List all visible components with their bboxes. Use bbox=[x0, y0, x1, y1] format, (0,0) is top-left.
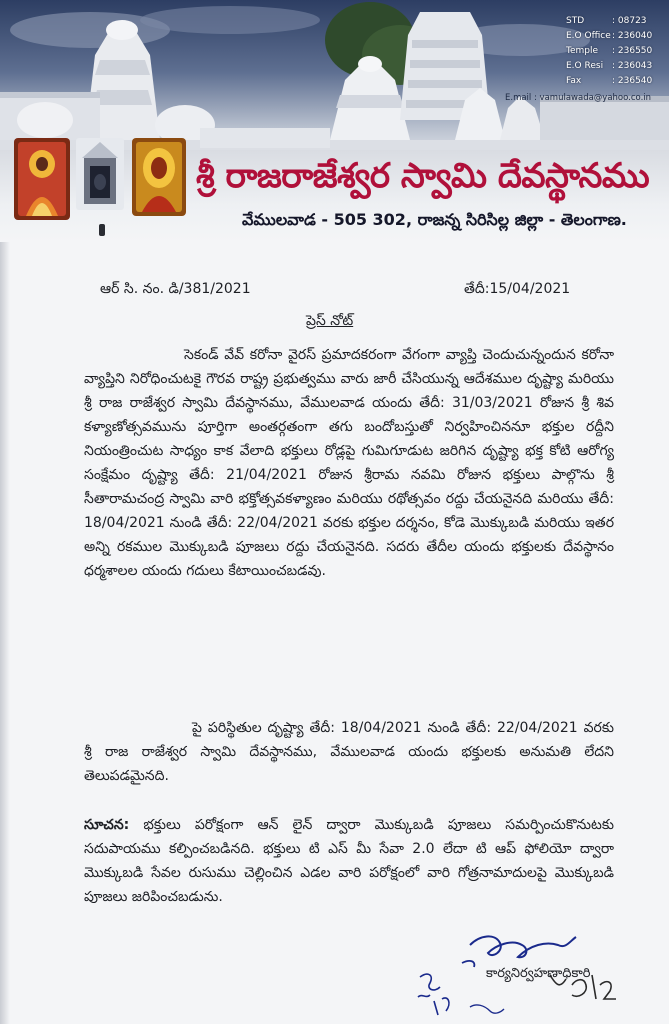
contact-label: Temple bbox=[566, 46, 599, 56]
contact-value: : 236040 bbox=[612, 31, 653, 41]
lamp-icon bbox=[96, 222, 108, 236]
reference-number: ఆర్ సి. నం. డి/381/2021 bbox=[100, 281, 251, 297]
deity-image-right bbox=[132, 138, 186, 216]
paragraph-main bbox=[84, 343, 614, 583]
contact-value: : 236550 bbox=[612, 46, 653, 56]
note-label: సూచన: bbox=[84, 817, 130, 833]
contact-label: E.O Office bbox=[566, 31, 611, 41]
contact-details bbox=[566, 14, 666, 89]
press-note-heading: ప్రెస్ నోట్ bbox=[306, 313, 354, 329]
contact-row-std bbox=[566, 14, 666, 29]
paragraph-main-text: సెకండ్ వేవ్ కరోనా వైరస్ ప్రమాదకరంగా వేగంగా వ్యాప్తి చెందుచున్నందున కరోనా వ్యాప్తిని నిరోధించుటకై గౌరవ రాష్ట్ర ప్రభుత్వము వారు జారీ చేసియున్న ఆదేశముల దృష్ట్యా మరియు శ్రీ రాజ రాజేశ్వర స్వామి దేవస్థానము, వేములవాడ యందు తేదీ: 31/03/2021 రోజున శ్రీ శివ కళ్యాణోత్సవమును పూర్తిగా అంతర్గతంగా తగు బందోబస్తుతో నిర్వహించిననూ భక్తుల రద్దీని నియంత్రించుట సాధ్యం కాక వేలాది భక్తులు రోడ్లపై గుమిగూడుట జరిగిన దృష్ట్యా భక్త కోటి ఆరోగ్య సంక్షేమం దృష్ట్యా తేదీ: 21/04/2021 రోజున శ్రీరామ నవమి రోజున భక్తులు పాల్గొను శ్రీ సీతారామచంద్ర స్వామి వారి భక్తోత్సవకళ్యాణం మరియు రథోత్సవం రద్దు చేయనైనది మరియు తేదీ: 18/04/2021 నుండి తేదీ: 22/04/2021 వరకు భక్తుల దర్శనం, కోడె మొక్కుబడి మరియు ఇతర అన్ని రకముల మొక్కుబడి పూజలు రద్దు చేయనైనది. సదరు తేదీల యందు భక్తులకు దేవస్థానం ధర్మశాలల యందు గదులు కేటాయించబడవు. bbox=[84, 347, 614, 579]
contact-row-eo-office bbox=[566, 29, 666, 44]
temple-name: శ్రీ రాజరాజేశ్వర స్వామి దేవస్థానము bbox=[196, 156, 650, 196]
paragraph-note bbox=[84, 813, 614, 909]
deity-image-left bbox=[14, 138, 70, 220]
paragraph-restriction-text: పై పరిస్థితుల దృష్ట్యా తేదీ: 18/04/2021 నుండి తేదీ: 22/04/2021 వరకు శ్రీ రాజ రాజేశ్వర స్వామి దేవస్థానము, వేములవాడ యందు భక్తులకు అనుమతి లేదని తెలుపడమైనది. bbox=[84, 720, 614, 784]
contact-row-eo-resi bbox=[566, 59, 666, 74]
contact-label: STD bbox=[566, 16, 585, 26]
temple-address: వేములవాడ - 505 302, రాజన్న సిరిసిల్ల జిల్లా - తెలంగాణ. bbox=[242, 210, 627, 229]
email-address: E.mail : vamulawada@yahoo.co.in bbox=[505, 93, 652, 103]
note-date: తేదీ:15/04/2021 bbox=[464, 281, 571, 297]
contact-label: E.O Resi bbox=[566, 61, 604, 71]
contact-label: Fax bbox=[566, 76, 582, 86]
contact-value: : 236540 bbox=[612, 76, 653, 86]
paragraph-restriction bbox=[84, 716, 614, 788]
contact-row-temple bbox=[566, 44, 666, 59]
contact-value: : 08723 bbox=[612, 16, 647, 26]
signatory-designation: కార్యనిర్వహణాధికారి bbox=[486, 966, 591, 981]
letterhead-banner bbox=[0, 0, 669, 160]
deity-image-center bbox=[76, 138, 124, 210]
contact-row-fax bbox=[566, 74, 666, 89]
paragraph-note-text: భక్తులు పరోక్షంగా ఆన్ లైన్ ద్వారా మొక్కుబడి పూజలు సమర్పించుకొనుటకు సదుపాయము కల్పించబడినది. భక్తులు టి ఎస్ మీ సేవా 2.0 లేదా టి ఆప్ ఫోలియో ద్వారా మొక్కుబడి సేవల రుసుము చెల్లించిన ఎడల వారి పరోక్షంలో వారి గోత్రనామాదులపై మొక్కుబడి పూజలు జరిపించబడును. bbox=[84, 817, 614, 905]
contact-value: : 236043 bbox=[612, 61, 653, 71]
page-edge-shadow bbox=[0, 242, 10, 1024]
